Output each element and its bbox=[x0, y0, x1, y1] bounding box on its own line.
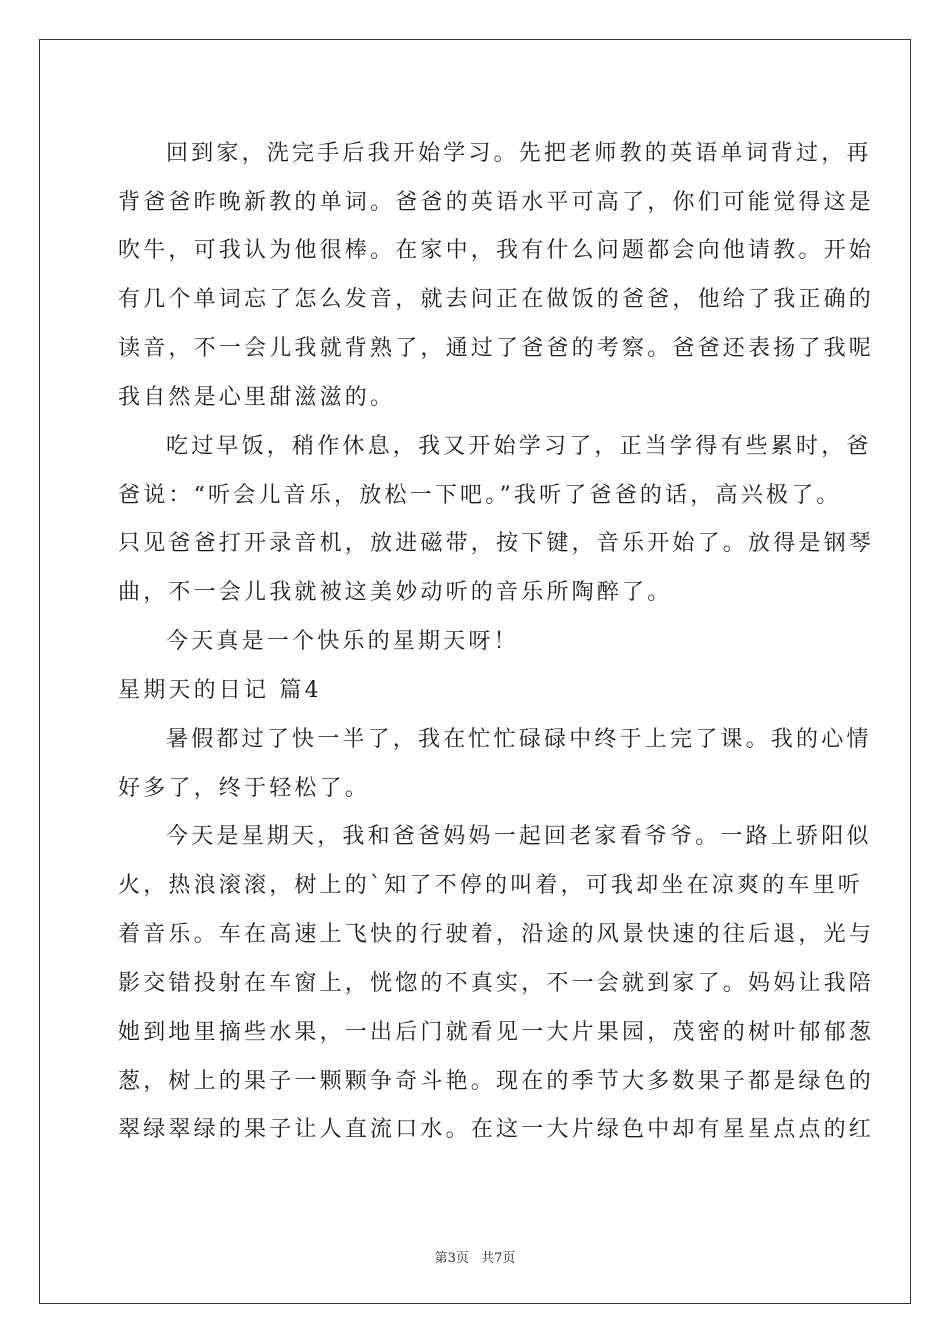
text-line: 今天是星期天，我和爸爸妈妈一起回老家看爷爷。一路上骄阳似 bbox=[166, 824, 872, 849]
text-line: 她到地里摘些水果，一出后门就看见一大片果园，茂密的树叶郁郁葱 bbox=[118, 1020, 875, 1045]
text-line: 有几个单词忘了怎么发音，就去问正在做饭的爸爸，他给了我正确的 bbox=[118, 287, 875, 312]
text-line: 着音乐。车在高速上飞快的行驶着，沿途的风景快速的往后退，光与 bbox=[118, 922, 875, 947]
text-line: 我自然是心里甜滋滋的。 bbox=[118, 385, 396, 410]
text-line: 影交错投射在车窗上，恍惚的不真实，不一会就到家了。妈妈让我陪 bbox=[118, 971, 875, 996]
text-line: 吹牛，可我认为他很棒。在家中，我有什么问题都会向他请教。开始 bbox=[118, 238, 875, 263]
text-line: 吃过早饭，稍作休息，我又开始学习了，正当学得有些累时，爸 bbox=[166, 434, 872, 459]
text-line: 只见爸爸打开录音机，放进磁带，按下键，音乐开始了。放得是钢琴 bbox=[118, 531, 875, 556]
page-number: 第3页 bbox=[434, 1251, 469, 1266]
text-line: 读音，不一会儿我就背熟了，通过了爸爸的考察。爸爸还表扬了我呢 bbox=[118, 336, 875, 361]
page-total: 共7页 bbox=[481, 1251, 516, 1266]
text-line: 火，热浪滚滚，树上的`知了不停的叫着，可我却坐在凉爽的车里听 bbox=[118, 873, 864, 898]
section-heading: 星期天的日记 篇4 bbox=[118, 678, 322, 703]
text-line: 今天真是一个快乐的星期天呀！ bbox=[166, 629, 519, 654]
text-line: 回到家，洗完手后我开始学习。先把老师教的英语单词背过，再 bbox=[166, 141, 872, 166]
text-line: 曲，不一会儿我就被这美妙动听的音乐所陶醉了。 bbox=[118, 580, 673, 605]
text-line: 翠绿翠绿的果子让人直流口水。在这一大片绿色中却有星星点点的红 bbox=[118, 1117, 875, 1142]
text-line: 背爸爸昨晚新教的单词。爸爸的英语水平可高了，你们可能觉得这是 bbox=[118, 190, 875, 215]
text-line: 好多了，终于轻松了。 bbox=[118, 776, 371, 801]
text-line: 爸说：“听会儿音乐，放松一下吧。”我听了爸爸的话，高兴极了。 bbox=[118, 483, 842, 508]
text-line: 暑假都过了快一半了，我在忙忙碌碌中终于上完了课。我的心情 bbox=[166, 727, 872, 752]
page-footer bbox=[0, 1247, 950, 1266]
text-line: 葱，树上的果子一颗颗争奇斗艳。现在的季节大多数果子都是绿色的 bbox=[118, 1069, 875, 1094]
